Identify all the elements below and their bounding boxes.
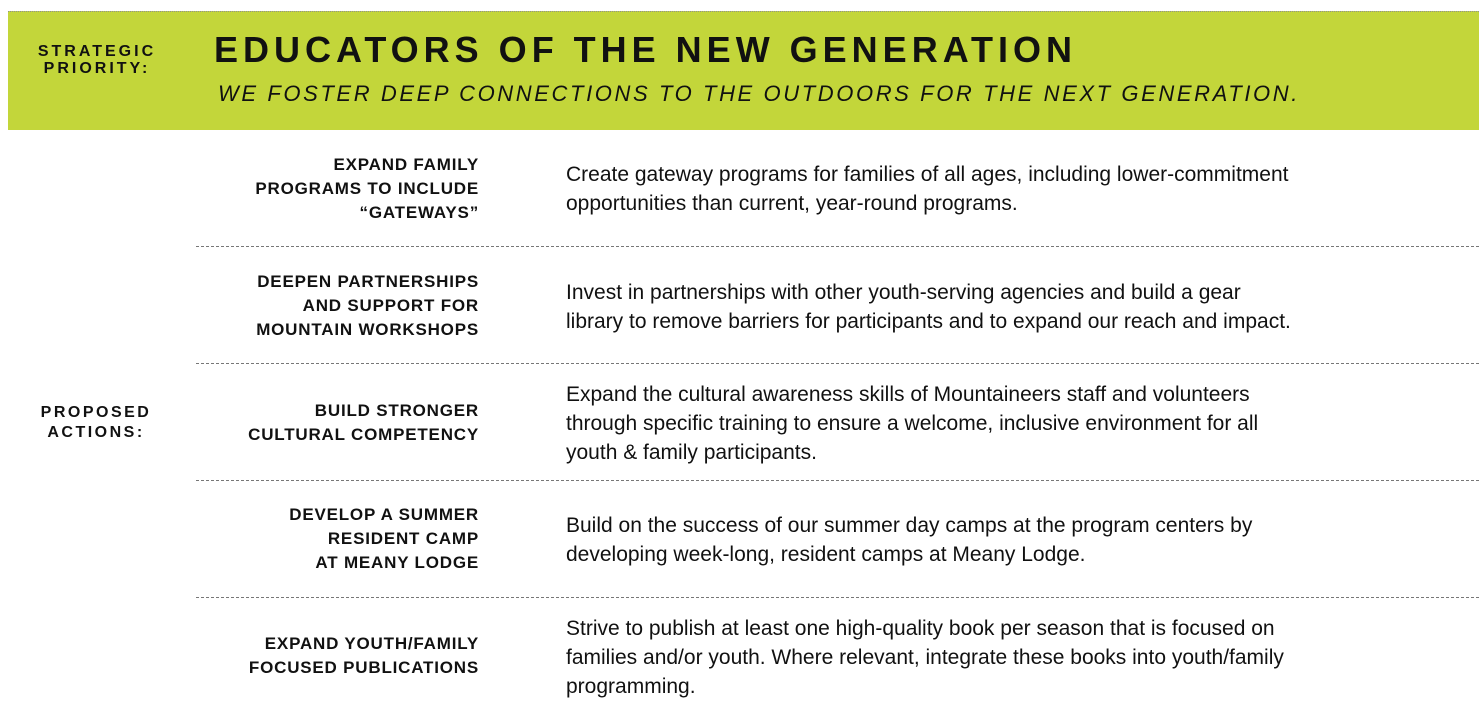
action-description: Invest in partnerships with other youth-serving agencies and build a gear library to remove barriers for participants and to expand our reach and impact.: [566, 281, 1291, 333]
action-title: DEVELOP A SUMMER RESIDENT CAMP AT MEANY LODGE: [289, 505, 479, 572]
action-row: [196, 481, 1479, 598]
action-title: DEEPEN PARTNERSHIPS AND SUPPORT FOR MOUNTAIN WORKSHOPS: [256, 272, 479, 339]
action-title: BUILD STRONGER CULTURAL COMPETENCY: [248, 401, 479, 444]
action-description: Create gateway programs for families of all ages, including lower-commitment opportunities than current, year-round programs.: [566, 163, 1289, 215]
action-row: [196, 598, 1479, 723]
action-description: Build on the success of our summer day camps at the program centers by developing week-long, resident camps at Meany Lodge.: [566, 514, 1253, 566]
action-title: EXPAND FAMILY PROGRAMS TO INCLUDE “GATEWAYS”: [255, 155, 479, 222]
action-description: Strive to publish at least one high-quality book per season that is focused on families and/or youth. Where relevant, integrate these books into youth/family programming.: [566, 617, 1284, 698]
proposed-actions-label: PROPOSED ACTIONS:: [40, 404, 152, 441]
action-title: EXPAND YOUTH/FAMILY FOCUSED PUBLICATIONS: [248, 634, 479, 677]
action-row: [196, 129, 1479, 247]
strategic-priority-label: STRATEGIC PRIORITY:: [37, 43, 157, 77]
action-row: [196, 247, 1479, 364]
action-description: Expand the cultural awareness skills of Mountaineers staff and volunteers through specific training to ensure a welcome, inclusive environment for all youth & family participants.: [566, 383, 1259, 464]
banner-title: EDUCATORS OF THE NEW GENERATION: [214, 29, 1078, 70]
action-row: [196, 364, 1479, 481]
banner-subtitle: WE FOSTER DEEP CONNECTIONS TO THE OUTDOORS FOR THE NEXT GENERATION.: [218, 81, 1300, 106]
